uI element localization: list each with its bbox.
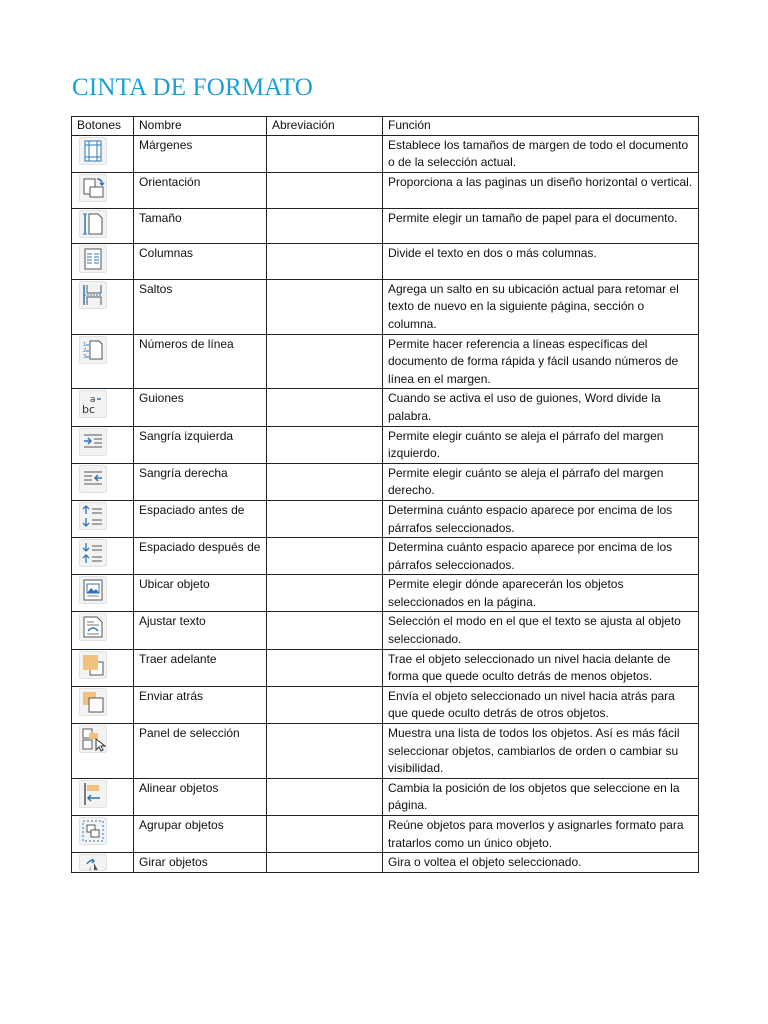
cell-boton <box>72 686 134 723</box>
cell-boton <box>72 334 134 389</box>
cell-funcion: Determina cuánto espacio aparece por encima de los párrafos seleccionados. <box>383 538 699 575</box>
indent-right-icon <box>79 465 107 493</box>
cell-funcion: Trae el objeto seleccionado un nivel hacia delante de forma que quede oculto detrás de menos objetos. <box>383 649 699 686</box>
svg-text:bc: bc <box>82 403 96 417</box>
cell-nombre: Girar objetos <box>134 853 267 873</box>
table-row <box>72 538 699 575</box>
cell-funcion: Reúne objetos para moverlos y asignarles formato para tratarlos como un único objeto. <box>383 816 699 853</box>
cell-nombre: Traer adelante <box>134 649 267 686</box>
table-row <box>72 172 699 208</box>
cell-funcion: Establece los tamaños de margen de todo el documento o de la selección actual. <box>383 135 699 172</box>
svg-text:3: 3 <box>83 353 87 360</box>
table-row <box>72 243 699 279</box>
cell-abreviacion <box>267 243 383 279</box>
header-nombre: Nombre <box>134 117 267 136</box>
cell-nombre: Espaciado después de <box>134 538 267 575</box>
table-row <box>72 426 699 463</box>
cell-abreviacion <box>267 208 383 243</box>
document-title: CINTA DE FORMATO <box>72 74 314 101</box>
wrap-text-icon <box>79 613 107 641</box>
cell-abreviacion <box>267 389 383 426</box>
cell-abreviacion <box>267 612 383 649</box>
cell-nombre: Tamaño <box>134 208 267 243</box>
table-row <box>72 500 699 537</box>
position-object-icon <box>79 576 107 604</box>
cell-abreviacion <box>267 334 383 389</box>
cell-funcion: Permite hacer referencia a líneas específicas del documento de forma rápida y fácil usando números de línea en el margen. <box>383 334 699 389</box>
cell-nombre: Sangría izquierda <box>134 426 267 463</box>
send-backward-icon <box>79 688 107 716</box>
cell-nombre: Números de línea <box>134 334 267 389</box>
cell-nombre: Saltos <box>134 279 267 334</box>
table-row <box>72 816 699 853</box>
header-abreviacion: Abreviación <box>267 117 383 136</box>
cell-abreviacion <box>267 853 383 873</box>
cell-nombre: Espaciado antes de <box>134 500 267 537</box>
cell-nombre: Sangría derecha <box>134 463 267 500</box>
cell-funcion: Agrega un salto en su ubicación actual para retomar el texto de nuevo en la siguiente página, sección o columna. <box>383 279 699 334</box>
margins-icon <box>79 137 107 165</box>
cell-abreviacion <box>267 816 383 853</box>
bring-forward-icon <box>79 651 107 679</box>
cell-funcion: Divide el texto en dos o más columnas. <box>383 243 699 279</box>
cell-boton <box>72 724 134 779</box>
cell-funcion: Muestra una lista de todos los objetos. Así es más fácil seleccionar objetos, cambiarlos de orden o cambiar su visibilidad. <box>383 724 699 779</box>
cell-funcion: Gira o voltea el objeto seleccionado. <box>383 853 699 873</box>
cell-abreviacion <box>267 575 383 612</box>
line-numbers-icon <box>79 336 107 364</box>
rotate-objects-icon <box>79 854 107 871</box>
svg-text:1: 1 <box>83 341 87 348</box>
cell-funcion: Permite elegir un tamaño de papel para el documento. <box>383 208 699 243</box>
cell-abreviacion <box>267 463 383 500</box>
orientation-icon <box>79 174 107 202</box>
cell-nombre: Alinear objetos <box>134 778 267 815</box>
cell-nombre: Columnas <box>134 243 267 279</box>
table-row <box>72 853 699 873</box>
indent-left-icon <box>79 428 107 456</box>
selection-pane-icon <box>79 725 107 753</box>
cell-boton <box>72 500 134 537</box>
cell-abreviacion <box>267 172 383 208</box>
breaks-icon <box>79 281 107 309</box>
cell-boton <box>72 243 134 279</box>
cell-boton <box>72 778 134 815</box>
cell-nombre: Orientación <box>134 172 267 208</box>
header-funcion: Función <box>383 117 699 136</box>
table-row <box>72 724 699 779</box>
cell-boton <box>72 649 134 686</box>
align-objects-icon <box>79 780 107 808</box>
table-row <box>72 463 699 500</box>
table-row <box>72 389 699 426</box>
cell-boton <box>72 816 134 853</box>
cell-abreviacion <box>267 538 383 575</box>
table-row <box>72 686 699 723</box>
table-row <box>72 334 699 389</box>
cell-boton <box>72 135 134 172</box>
cell-abreviacion <box>267 279 383 334</box>
cell-abreviacion <box>267 778 383 815</box>
cell-funcion: Permite elegir cuánto se aleja el párrafo del margen izquierdo. <box>383 426 699 463</box>
hyphenation-icon <box>79 390 107 418</box>
cell-boton <box>72 463 134 500</box>
cell-boton <box>72 575 134 612</box>
cell-boton <box>72 853 134 873</box>
format-ribbon-table <box>71 116 699 873</box>
header-botones: Botones <box>72 117 134 136</box>
table-row <box>72 612 699 649</box>
svg-text:a: a <box>90 395 96 406</box>
table-row <box>72 649 699 686</box>
cell-boton <box>72 389 134 426</box>
cell-nombre: Márgenes <box>134 135 267 172</box>
table-row <box>72 778 699 815</box>
cell-nombre: Agrupar objetos <box>134 816 267 853</box>
group-objects-icon <box>79 817 107 845</box>
page-size-icon <box>79 210 107 238</box>
cell-abreviacion <box>267 724 383 779</box>
cell-nombre: Ubicar objeto <box>134 575 267 612</box>
cell-boton <box>72 426 134 463</box>
cell-nombre: Enviar atrás <box>134 686 267 723</box>
cell-abreviacion <box>267 426 383 463</box>
cell-boton <box>72 172 134 208</box>
table-row <box>72 279 699 334</box>
cell-abreviacion <box>267 686 383 723</box>
cell-funcion: Permite elegir cuánto se aleja el párrafo del margen derecho. <box>383 463 699 500</box>
svg-text:2: 2 <box>83 347 87 354</box>
cell-boton <box>72 208 134 243</box>
spacing-before-icon <box>79 502 107 530</box>
table-row <box>72 208 699 243</box>
cell-nombre: Panel de selección <box>134 724 267 779</box>
columns-icon <box>79 245 107 273</box>
table-row <box>72 135 699 172</box>
cell-abreviacion <box>267 649 383 686</box>
cell-nombre: Guiones <box>134 389 267 426</box>
table-row <box>72 575 699 612</box>
cell-funcion: Envía el objeto seleccionado un nivel hacia atrás para que quede oculto detrás de otros objetos. <box>383 686 699 723</box>
cell-funcion: Determina cuánto espacio aparece por encima de los párrafos seleccionados. <box>383 500 699 537</box>
cell-nombre: Ajustar texto <box>134 612 267 649</box>
cell-boton <box>72 279 134 334</box>
cell-boton <box>72 612 134 649</box>
cell-abreviacion <box>267 135 383 172</box>
spacing-after-icon <box>79 539 107 567</box>
cell-boton <box>72 538 134 575</box>
cell-funcion: Permite elegir dónde aparecerán los objetos seleccionados en la página. <box>383 575 699 612</box>
cell-funcion: Cuando se activa el uso de guiones, Word divide la palabra. <box>383 389 699 426</box>
cell-funcion: Proporciona a las paginas un diseño horizontal o vertical. <box>383 172 699 208</box>
cell-funcion: Selección el modo en el que el texto se ajusta al objeto seleccionado. <box>383 612 699 649</box>
cell-funcion: Cambia la posición de los objetos que seleccione en la página. <box>383 778 699 815</box>
cell-abreviacion <box>267 500 383 537</box>
table-header-row <box>72 117 699 136</box>
